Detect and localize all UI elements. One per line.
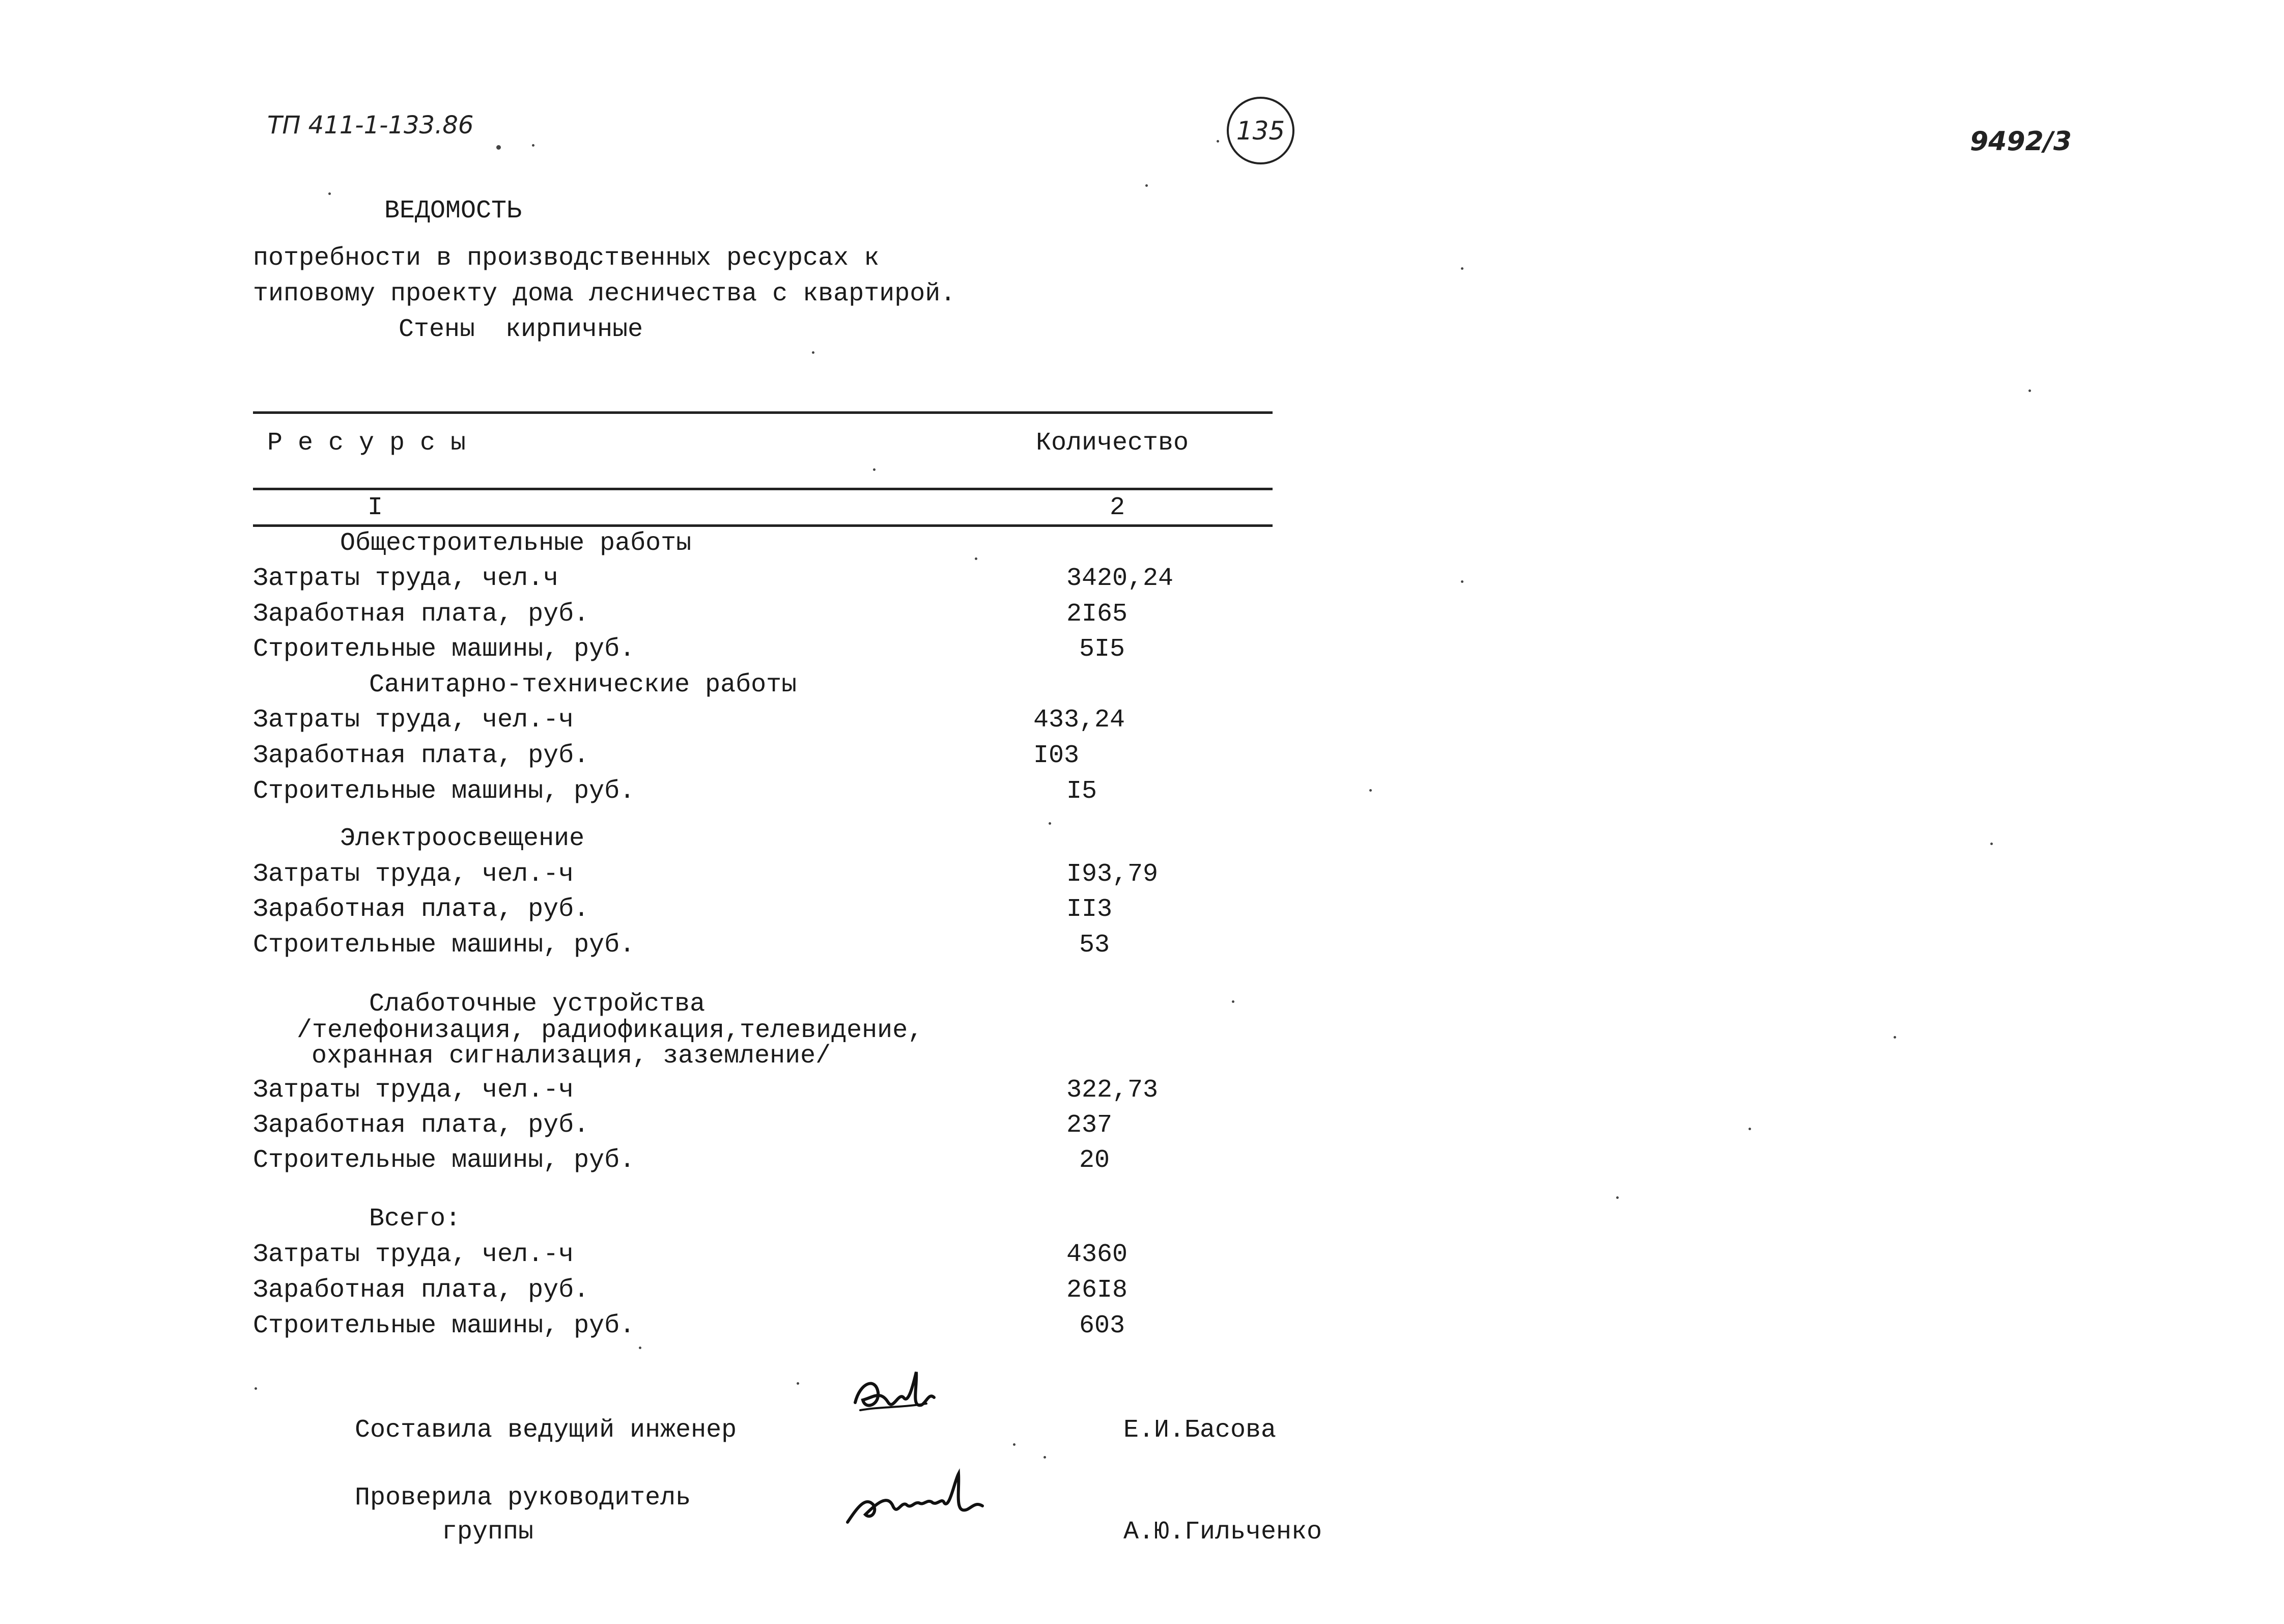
totals-title: Всего: bbox=[369, 1205, 461, 1234]
scan-speck bbox=[1217, 140, 1219, 143]
row-value: 237 bbox=[1066, 1111, 1113, 1140]
row-value: 20 bbox=[1079, 1146, 1110, 1175]
row-value: 3420,24 bbox=[1066, 564, 1174, 593]
checked-by-label-line2: группы bbox=[442, 1518, 534, 1547]
scan-speck bbox=[496, 145, 501, 150]
row-value: 433,24 bbox=[1033, 706, 1125, 735]
scan-speck bbox=[1013, 1443, 1016, 1446]
scan-speck bbox=[1461, 267, 1463, 270]
scan-speck bbox=[639, 1347, 641, 1349]
row-value: I03 bbox=[1033, 741, 1080, 770]
row-value: 4360 bbox=[1066, 1240, 1128, 1269]
checked-by-name: А.Ю.Гильченко bbox=[1123, 1518, 1322, 1547]
scan-speck bbox=[797, 1382, 799, 1385]
section-title: Слаботочные устройства bbox=[369, 990, 706, 1019]
row-label: Строительные машины, руб. bbox=[253, 1311, 635, 1340]
scan-speck bbox=[975, 557, 977, 560]
row-value: I5 bbox=[1066, 777, 1097, 806]
scan-speck bbox=[328, 192, 331, 195]
scan-speck bbox=[1145, 184, 1148, 187]
row-label: Затраты труда, чел.-ч bbox=[253, 1076, 574, 1105]
row-label: Заработная плата, руб. bbox=[253, 600, 589, 629]
row-value: I93,79 bbox=[1066, 860, 1159, 889]
scan-speck bbox=[873, 468, 876, 471]
row-value: 2I65 bbox=[1066, 600, 1128, 629]
section-title: Общестроительные работы bbox=[340, 529, 692, 558]
title-line-2: типовому проекту дома лесничества с квартирой. bbox=[253, 279, 956, 309]
scan-speck bbox=[812, 351, 814, 354]
compiled-by-label: Составила ведущий инженер bbox=[355, 1416, 737, 1445]
scan-speck bbox=[532, 144, 534, 147]
scan-speck bbox=[1616, 1196, 1619, 1199]
row-label: Затраты труда, чел.-ч bbox=[253, 706, 574, 735]
row-label: Затраты труда, чел.-ч bbox=[253, 1240, 574, 1269]
title-line-1: потребности в производственных ресурсах к bbox=[253, 244, 880, 273]
scan-speck bbox=[1369, 789, 1372, 792]
page-number: 135 bbox=[1236, 116, 1285, 146]
row-value: 603 bbox=[1079, 1311, 1125, 1340]
row-label: Строительные машины, руб. bbox=[253, 931, 635, 960]
row-value: 322,73 bbox=[1066, 1076, 1159, 1105]
signature-mark-gilchenko bbox=[842, 1466, 990, 1532]
row-label: Строительные машины, руб. bbox=[253, 1146, 635, 1175]
column-number-rule bbox=[253, 524, 1273, 527]
row-value: 26I8 bbox=[1066, 1276, 1128, 1305]
scan-speck bbox=[1461, 580, 1463, 583]
header-divider-rule bbox=[253, 488, 1273, 490]
row-label: Заработная плата, руб. bbox=[253, 895, 589, 924]
scan-speck bbox=[1232, 1000, 1234, 1003]
column-header-quantity: Количество bbox=[1036, 429, 1189, 458]
table-top-rule bbox=[253, 411, 1273, 414]
scan-speck bbox=[1990, 843, 1993, 845]
row-value: 53 bbox=[1079, 931, 1110, 960]
compiled-by-name: Е.И.Басова bbox=[1123, 1416, 1277, 1445]
column-number-2: 2 bbox=[1110, 493, 1125, 522]
checked-by-label: Проверила руководитель bbox=[355, 1483, 691, 1513]
scan-speck bbox=[255, 1387, 257, 1390]
scan-speck bbox=[1049, 822, 1051, 825]
row-value: II3 bbox=[1066, 895, 1113, 924]
scan-speck bbox=[1894, 1036, 1896, 1039]
row-label: Строительные машины, руб. bbox=[253, 777, 635, 806]
signature-mark-basova bbox=[850, 1362, 942, 1428]
section-subtitle: /телефонизация, радиофикация,телевидение, bbox=[297, 1016, 923, 1045]
column-header-resources: Р е с у р с ы bbox=[267, 429, 466, 458]
row-value: 5I5 bbox=[1079, 635, 1125, 664]
row-label: Затраты труда, чел.ч bbox=[253, 564, 559, 593]
section-title: Электроосвещение bbox=[340, 824, 585, 853]
section-subtitle: охранная сигнализация, заземление/ bbox=[312, 1042, 831, 1071]
scan-speck bbox=[1749, 1128, 1751, 1130]
scan-speck bbox=[1044, 1456, 1046, 1459]
row-label: Заработная плата, руб. bbox=[253, 1276, 589, 1305]
row-label: Заработная плата, руб. bbox=[253, 741, 589, 770]
row-label: Затраты труда, чел.-ч bbox=[253, 860, 574, 889]
scan-speck bbox=[2028, 389, 2031, 392]
column-number-1: I bbox=[368, 493, 383, 522]
row-label: Заработная плата, руб. bbox=[253, 1111, 589, 1140]
title-line-3: Стены кирпичные bbox=[399, 315, 643, 344]
document-heading: ВЕДОМОСТЬ bbox=[384, 197, 522, 226]
document-code: ТП 411-1-133.86 bbox=[267, 111, 474, 139]
section-title: Санитарно-технические работы bbox=[369, 670, 797, 699]
row-label: Строительные машины, руб. bbox=[253, 635, 635, 664]
page-number-stamp bbox=[1227, 97, 1294, 164]
archive-number: 9492/3 bbox=[1970, 126, 2072, 157]
